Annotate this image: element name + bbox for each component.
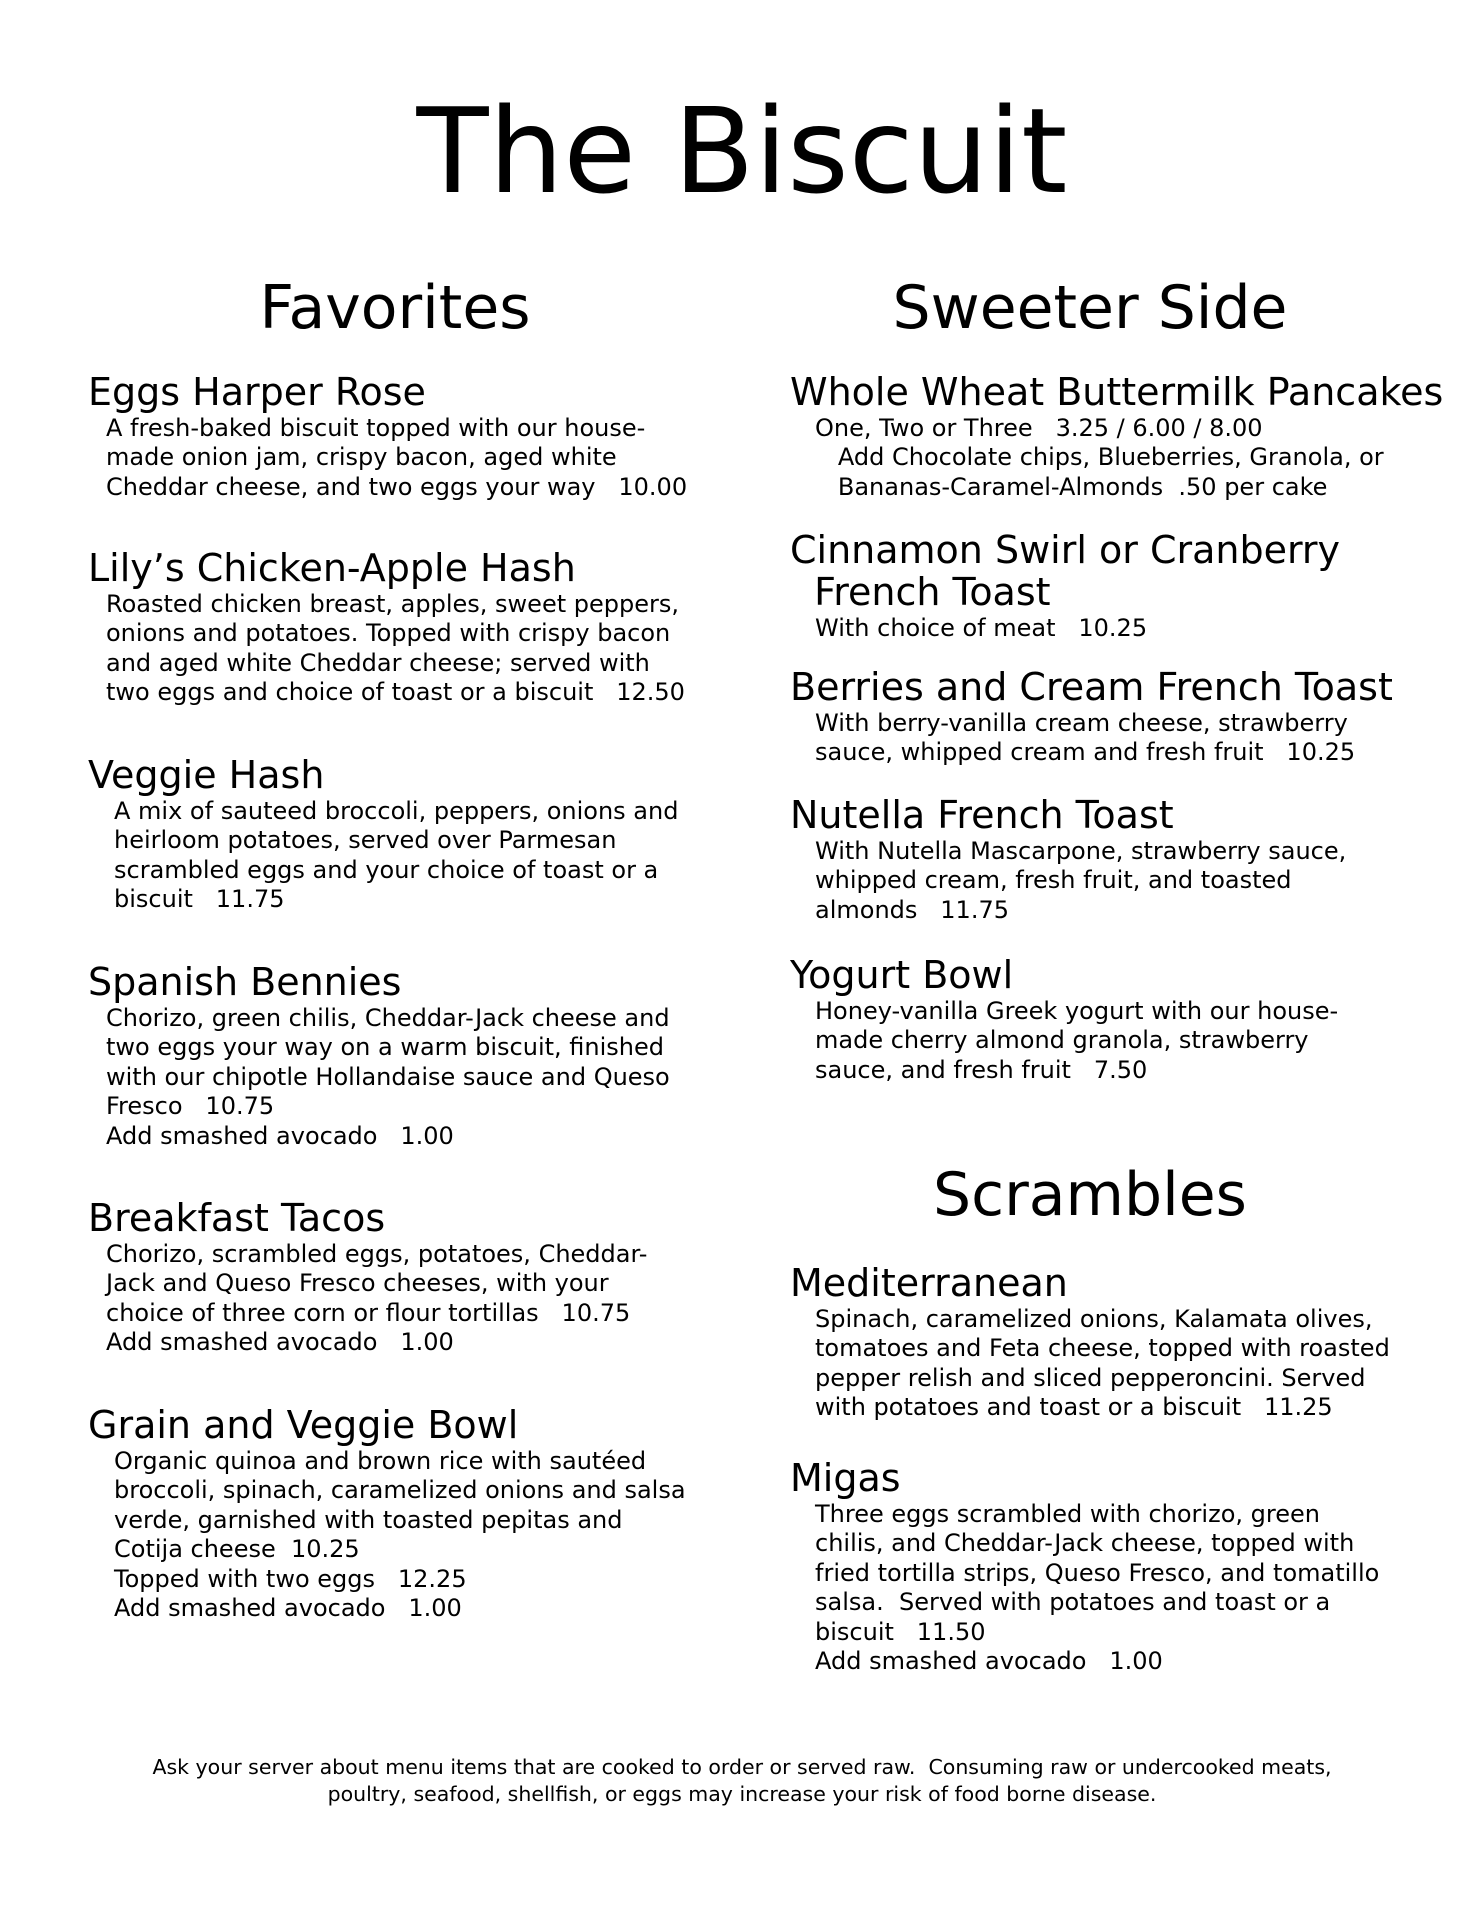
menu-item-name: Nutella French Toast (790, 793, 1174, 837)
disclaimer-line: Ask your server about menu items that are cooked to order or served raw. Consuming raw or undercooked meats, (152, 1755, 1332, 1779)
description-line: Roasted chicken breast, apples, sweet peppers, (106, 589, 679, 618)
description-line: with potatoes and toast or a biscuit 11.25 (815, 1393, 1333, 1422)
menu-item-name: Yogurt Bowl (790, 953, 1014, 997)
description-line: Chorizo, scrambled eggs, potatoes, Cheddar- (106, 1239, 648, 1268)
description-line: two eggs your way on a warm biscuit, finished (106, 1033, 664, 1062)
disclaimer-line: poultry, seafood, shellfish, or eggs may increase your risk of food borne disease. (327, 1782, 1157, 1806)
menu-item-name: Veggie Hash (88, 753, 325, 797)
description-line: With choice of meat 10.25 (815, 613, 1148, 642)
menu-item-description (815, 709, 1393, 768)
description-line: biscuit 11.50 (815, 1617, 986, 1646)
menu-item (790, 1458, 1379, 1677)
description-line: pepper relish and sliced pepperoncini. Served (815, 1363, 1366, 1392)
menu-item (88, 548, 685, 708)
description-line: almonds 11.75 (815, 895, 1009, 924)
menu-item-name: Mediterranean (790, 1261, 1068, 1305)
description-line: made onion jam, crispy bacon, aged white (106, 443, 617, 472)
description-line: made cherry almond granola, strawberry (815, 1026, 1309, 1055)
menu-item-name: Spanish Bennies (88, 960, 402, 1004)
description-line: Chorizo, green chilis, Cheddar-Jack cheese and (106, 1003, 670, 1032)
description-line: Three eggs scrambled with chorizo, green (815, 1499, 1320, 1528)
description-line: Bananas-Caramel-Almonds .50 per cake (815, 472, 1328, 501)
menu-item (790, 795, 1346, 925)
description-line: verde, garnished with toasted pepitas and (114, 1505, 623, 1534)
description-line: Organic quinoa and brown rice with sautéed (114, 1446, 647, 1475)
menu-item-description (815, 997, 1338, 1086)
description-line: onions and potatoes. Topped with crispy bacon (106, 619, 671, 648)
description-line: biscuit 11.75 (114, 885, 285, 914)
menu-item-name: Breakfast Tacos (88, 1196, 386, 1240)
menu-item-name: Grain and Veggie Bowl (88, 1403, 519, 1447)
description-line: Fresco 10.75 (106, 1092, 275, 1121)
menu-item-description (815, 837, 1346, 926)
description-line: With Nutella Mascarpone, strawberry sauce, (815, 836, 1347, 865)
menu-item-description (815, 1305, 1390, 1423)
description-line: Add smashed avocado 1.00 (106, 1328, 454, 1357)
description-line: two eggs and choice of toast or a biscuit 12.50 (106, 678, 685, 707)
description-line: Cheddar cheese, and two eggs your way 10.00 (106, 472, 688, 501)
description-line: sauce, whipped cream and fresh fruit 10.25 (815, 738, 1356, 767)
menu-item (790, 667, 1393, 768)
description-line: Add smashed avocado 1.00 (815, 1647, 1163, 1676)
menu-item-description (815, 614, 1340, 644)
menu-item-description (815, 414, 1443, 503)
sweeter-side-heading: Sweeter Side (892, 273, 1288, 343)
description-line: choice of three corn or flour tortillas 10.75 (106, 1298, 631, 1327)
menu-item-description (114, 797, 678, 915)
description-line: heirloom potatoes, served over Parmesan (114, 826, 617, 855)
menu-item-description (106, 1240, 647, 1358)
description-line: Spinach, caramelized onions, Kalamata olives, (815, 1304, 1373, 1333)
menu-item-description (106, 1004, 670, 1152)
menu-item (790, 1263, 1390, 1423)
description-line: With berry-vanilla cream cheese, strawberry (815, 708, 1348, 737)
description-line: sauce, and fresh fruit 7.50 (815, 1055, 1148, 1084)
description-line: broccoli, spinach, caramelized onions and salsa (114, 1476, 686, 1505)
description-line: and aged white Cheddar cheese; served with (106, 648, 650, 677)
menu-item-description (106, 590, 685, 708)
description-line: chilis, and Cheddar-Jack cheese, topped with (815, 1529, 1355, 1558)
food-safety-disclaimer (0, 1754, 1484, 1808)
menu-item-name: Cinnamon Swirl or Cranberry French Toast (790, 528, 1341, 614)
menu-item-description (106, 414, 687, 503)
menu-item-name: Berries and Cream French Toast (790, 665, 1393, 709)
description-line: with our chipotle Hollandaise sauce and Queso (106, 1062, 670, 1091)
menu-item (790, 372, 1443, 502)
description-line: One, Two or Three 3.25 / 6.00 / 8.00 (815, 413, 1263, 442)
menu-item (88, 1198, 647, 1358)
description-line: scrambled eggs and your choice of toast or a (114, 855, 659, 884)
description-line: whipped cream, fresh fruit, and toasted (815, 866, 1292, 895)
menu-item (790, 955, 1338, 1085)
scrambles-heading: Scrambles (933, 1160, 1247, 1230)
description-line: Cotija cheese 10.25 (114, 1535, 360, 1564)
menu-item-name: Lily’s Chicken-Apple Hash (88, 546, 576, 590)
menu-item-name: Whole Wheat Buttermilk Pancakes (790, 370, 1444, 414)
menu-item-name: Eggs Harper Rose (88, 370, 426, 414)
description-line: fried tortilla strips, Queso Fresco, and tomatillo (815, 1558, 1380, 1587)
menu-title: The Biscuit (416, 82, 1068, 220)
menu-item-name: Migas (790, 1456, 901, 1500)
description-line: A mix of sauteed broccoli, peppers, onions and (114, 796, 679, 825)
description-line: Add Chocolate chips, Blueberries, Granola, or (815, 443, 1384, 472)
description-line: Add smashed avocado 1.00 (114, 1594, 462, 1623)
description-line: Add smashed avocado 1.00 (106, 1121, 454, 1150)
menu-item (88, 1405, 686, 1624)
menu-item (88, 962, 670, 1151)
menu-item (88, 755, 678, 915)
description-line: Honey-vanilla Greek yogurt with our house- (815, 996, 1339, 1025)
description-line: A fresh-baked biscuit topped with our house- (106, 413, 646, 442)
description-line: tomatoes and Feta cheese, topped with roasted (815, 1334, 1390, 1363)
menu-item-description (815, 1500, 1379, 1677)
menu-item (88, 372, 687, 502)
menu-item-description (114, 1447, 686, 1624)
description-line: salsa. Served with potatoes and toast or a (815, 1588, 1331, 1617)
menu-item (790, 530, 1340, 643)
favorites-heading: Favorites (259, 273, 531, 343)
description-line: Jack and Queso Fresco cheeses, with your (106, 1269, 609, 1298)
description-line: Topped with two eggs 12.25 (114, 1564, 467, 1593)
